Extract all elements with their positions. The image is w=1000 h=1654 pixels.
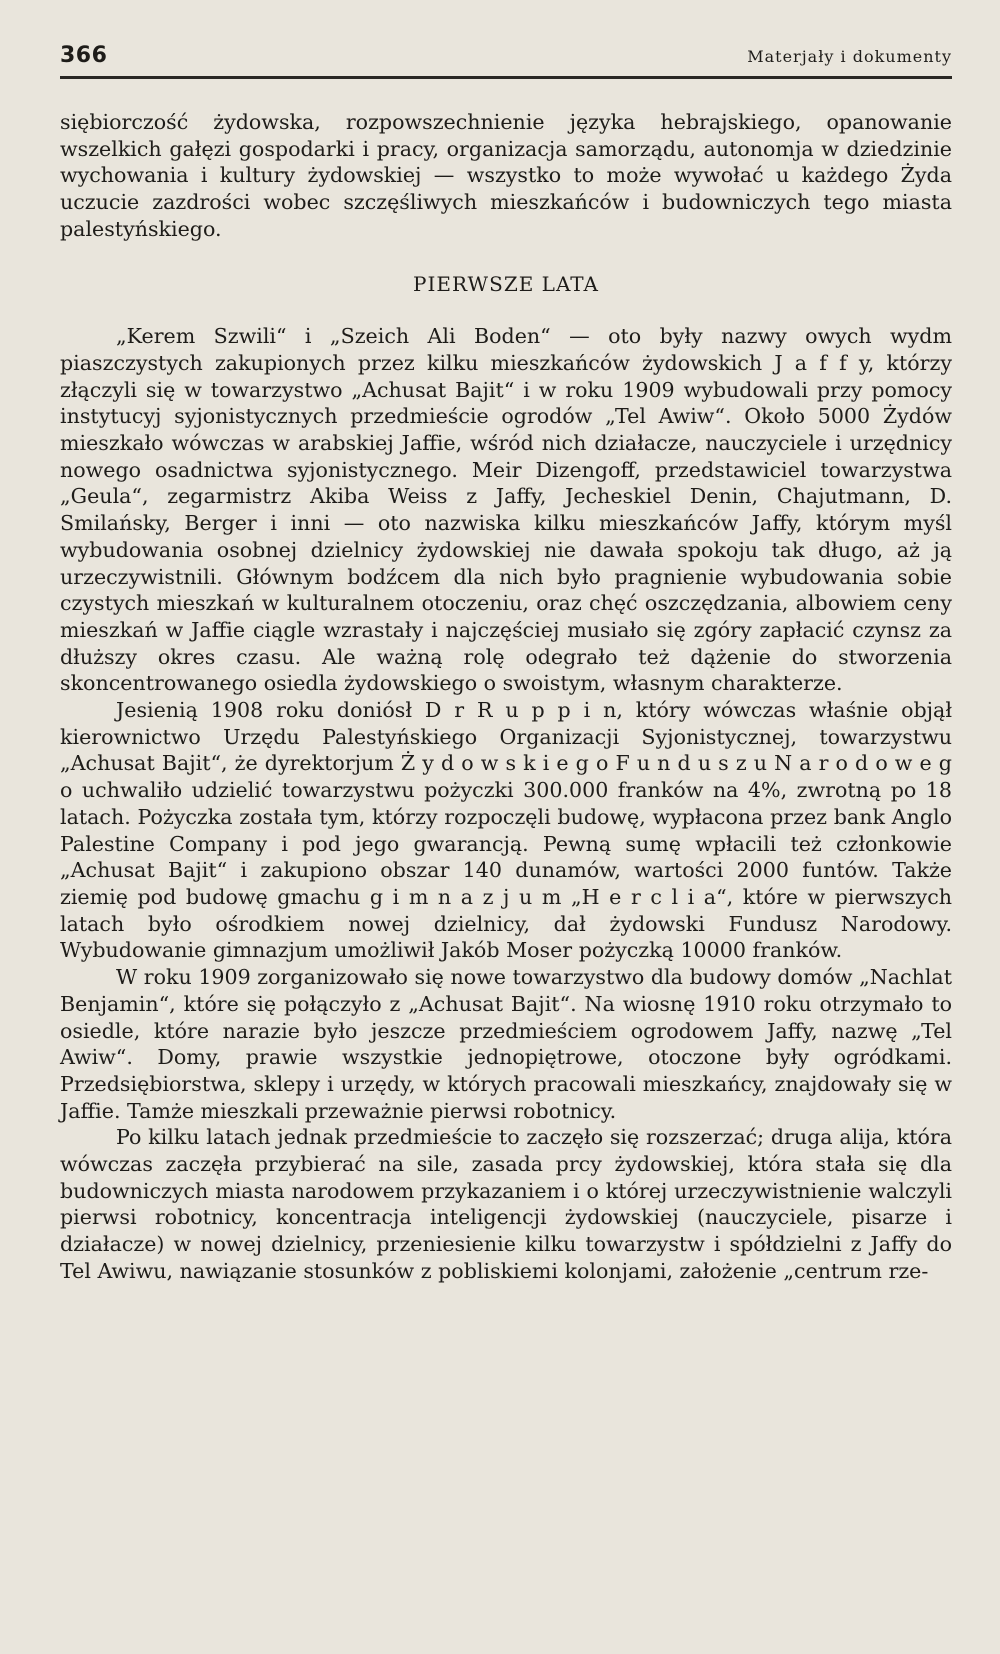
header-rule [60, 76, 952, 79]
paragraph-1: „Kerem Szwili“ i „Szeich Ali Boden“ — oto były nazwy owych wydm piaszczystych zakupionych przez kilku mieszkańców żydowskich J a f f y, którzy złączyli się w towarzystwo „Achusat Bajit“ i w roku 1909 wybudowali przy pomocy instytucyj syjonistycznych przedmieście ogrodów „Tel Awiw“. Około 5000 Żydów mieszkało wówczas w arabskiej Jaffie, wśród nich działacze, nauczyciele i urzędnicy nowego osadnictwa syjonistycznego. Meir Dizengoff, przedstawiciel towarzystwa „Geula“, zegarmistrz Akiba Weiss z Jaffy, Jecheskiel Denin, Chajutmann, D. Smilańsky, Berger i inni — oto nazwiska kilku mieszkańców Jaffy, którym myśl wybudowania osobnej dzielnicy żydowskiej nie dawała spokoju tak długo, aż ją urzeczywistnili. Głównym bodźcem dla nich było pragnienie wybudowania sobie czystych mieszkań w kulturalnem otoczeniu, oraz chęć oszczędzania, albowiem ceny mieszkań w Jaffie ciągle wzrastały i najczęściej musiało się zgóry zapłacić czynsz za dłuższy okres czasu. Ale ważną rolę odegrało też dążenie do stworzenia skoncentrowanego osiedla żydowskiego o swoistym, własnym charakterze. [60, 324, 952, 696]
section-heading: PIERWSZE LATA [412, 271, 599, 296]
paragraph-3: W roku 1909 zorganizowało się nowe towarzystwo dla budowy domów „Nachlat Benjamin“, które się połączyło z „Achusat Bajit“. Na wiosnę 1910 roku otrzymało to osiedle, które narazie było jeszcze przedmieściem ogrodowem Jaffy, nazwę „Tel Awiw“. Domy, prawie wszystkie jednopiętrowe, otoczone były ogródkami. Przedsiębiorstwa, sklepy i urzędy, w których pracowali mieszkańcy, znajdowały się w Jaffie. Tamże mieszkali przeważnie pierwsi robotnicy. [60, 965, 952, 1123]
paragraph-continuation: siębiorczość żydowska, rozpowszechnienie języka hebrajskiego, opanowanie wszelkich gałęzi gospodarki i pracy, organizacja samorządu, autonomja w dziedzinie wychowania i kultury żydowskiej — wszystko to może wywołać u każdego Żyda uczucie zazdrości wobec szczęśliwych mieszkańców i budowniczych tego miasta palestyńskiego. [60, 110, 952, 241]
body-text [60, 109, 952, 1285]
page-number: 366 [60, 43, 108, 68]
paragraph-4: Po kilku latach jednak przedmieście to zaczęło się rozszerzać; druga alija, która wówczas zaczęła przybierać na sile, zasada prcy żydowskiej, która stała się dla budowniczych miasta narodowem przykazaniem i o której urzeczywistnienie walczyli pierwsi robotnicy, koncentracja inteligencji żydowskiej (nauczyciele, pisarze i działacze) w nowej dzielnicy, przeniesienie kilku towarzystw i spółdzielni z Jaffy do Tel Awiwu, nawiązanie stosunków z pobliskiemi kolonjami, założenie „centrum rze- [60, 1125, 952, 1283]
running-head [60, 38, 952, 68]
journal-title: Materjały i dokumenty [747, 47, 952, 66]
paragraph-2: Jesienią 1908 roku doniósł D r R u p p i n, który wówczas właśnie objął kierownictwo Urzędu Palestyńskiego Organizacji Syjonistycznej, towarzystwu „Achusat Bajit“, że dyrektorjum Ż y d o w s k i e g o F u n d u s z u N a r o d o w e g o uchwaliło udzielić towarzystwu pożyczki 300.000 franków na 4%, zwrotną po 18 latach. Pożyczka została tym, którzy rozpoczęli budowę, wypłacona przez bank Anglo Palestine Company i pod jego gwarancją. Pewną sumę wpłacili też członkowie „Achusat Bajit“ i zakupiono obszar 140 dunamów, wartości 2000 funtów. Także ziemię pod budowę gmachu g i m n a z j u m „H e r c l i a“, które w pierwszych latach było ośrodkiem nowej dzielnicy, dał żydowski Fundusz Narodowy. Wybudowanie gimnazjum umożliwił Jakób Moser pożyczką 10000 franków. [60, 698, 952, 963]
